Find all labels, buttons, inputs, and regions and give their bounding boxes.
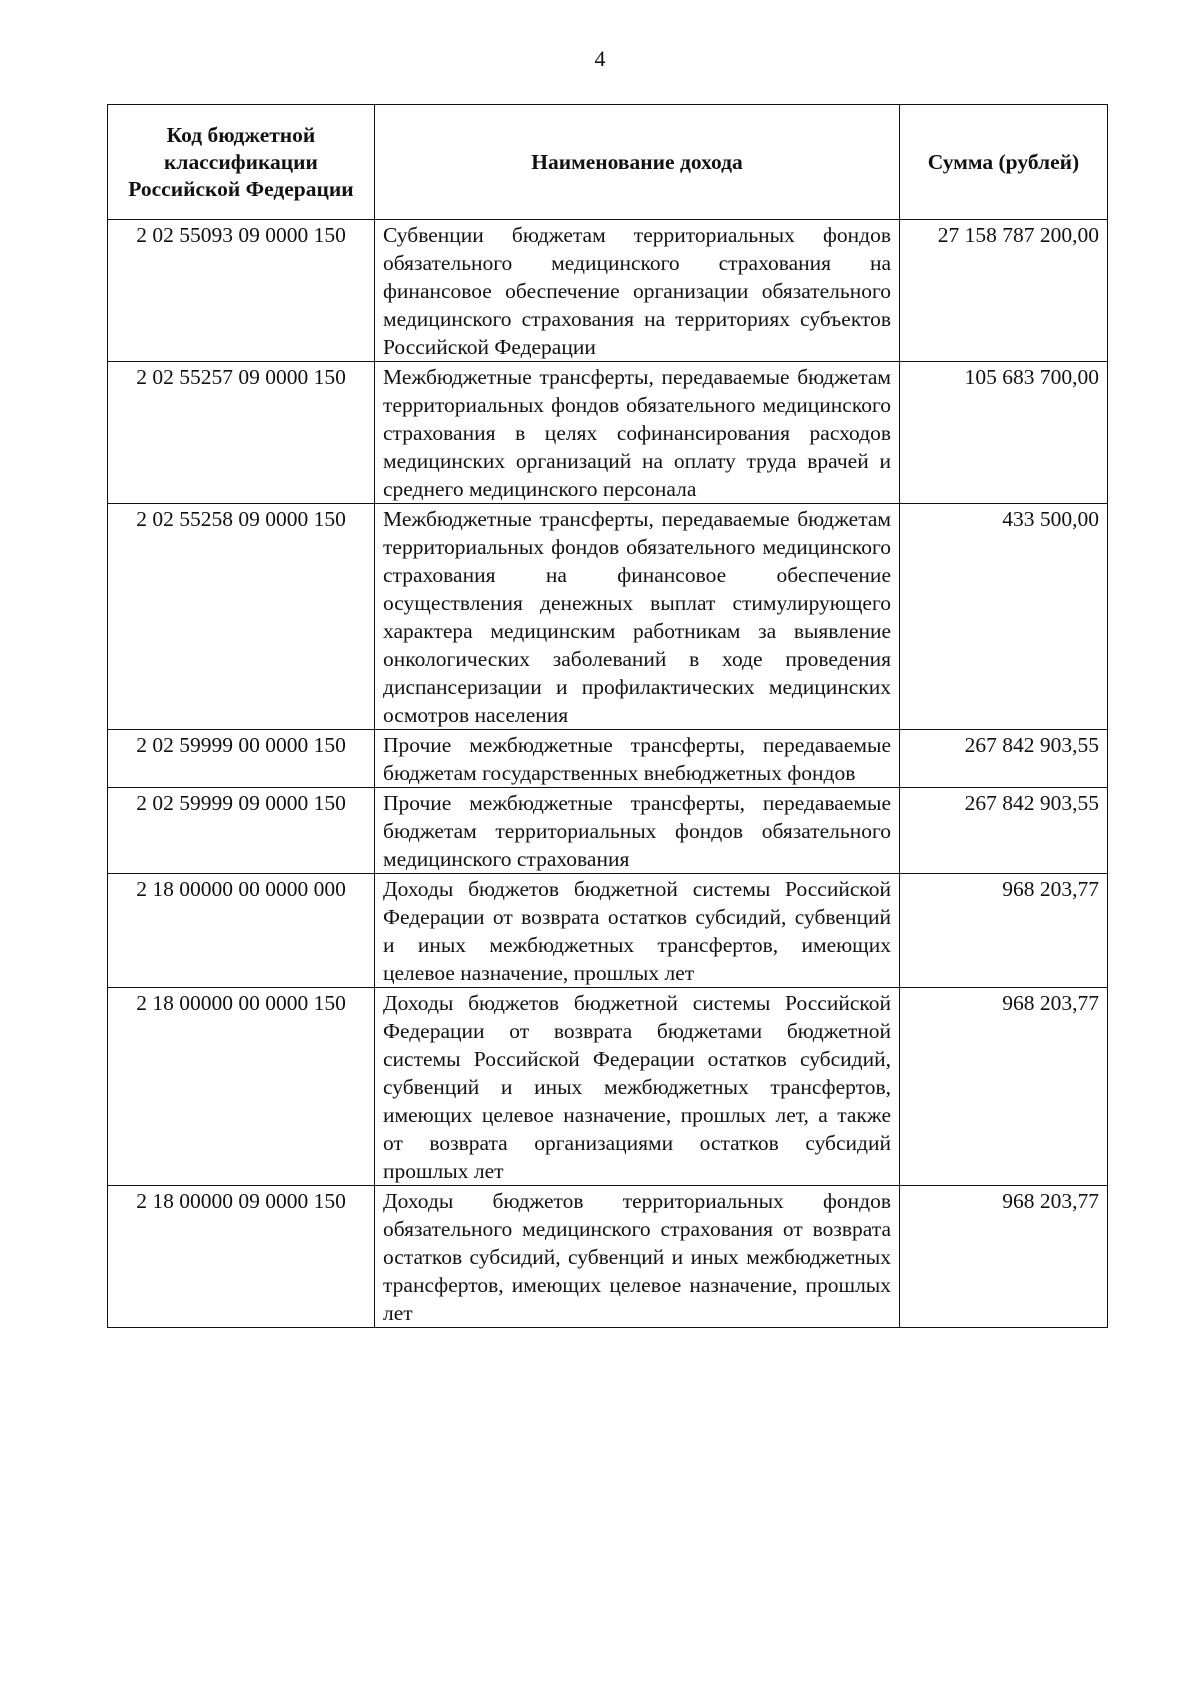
income-name-cell: Межбюджетные трансферты, передаваемые бюджетам территориальных фондов обязательного медицинского страхования в целях софинансирования расходов медицинских организаций на оплату труда врачей и среднего медицинского персонала — [375, 362, 900, 504]
income-name-cell: Доходы бюджетов территориальных фондов обязательного медицинского страхования от возврата остатков субсидий, субвенций и иных межбюджетных трансфертов, имеющих целевое назначение, прошлых лет — [375, 1186, 900, 1328]
amount-cell: 105 683 700,00 — [900, 362, 1108, 504]
table-row — [108, 874, 1108, 988]
budget-code-cell: 2 18 00000 09 0000 150 — [108, 1186, 375, 1328]
income-table — [107, 104, 1108, 1328]
page-number: 4 — [594, 46, 606, 71]
income-name-cell: Доходы бюджетов бюджетной системы Российской Федерации от возврата остатков субсидий, субвенций и иных межбюджетных трансфертов, имеющих целевое назначение, прошлых лет — [375, 874, 900, 988]
header-name: Наименование дохода — [375, 105, 900, 220]
income-name-cell: Прочие межбюджетные трансферты, передаваемые бюджетам государственных внебюджетных фондов — [375, 730, 900, 788]
table-header-row — [108, 105, 1108, 220]
table-row — [108, 504, 1108, 730]
table-row — [108, 988, 1108, 1186]
table-row — [108, 220, 1108, 362]
table-row — [108, 362, 1108, 504]
table-row — [108, 730, 1108, 788]
budget-code-cell: 2 02 55093 09 0000 150 — [108, 220, 375, 362]
header-code: Код бюджетной классификации Российской Федерации — [108, 105, 375, 220]
table-row — [108, 788, 1108, 874]
income-name-cell: Субвенции бюджетам территориальных фондов обязательного медицинского страхования на финансовое обеспечение организации обязательного медицинского страхования на территориях субъектов Российской Федерации — [375, 220, 900, 362]
amount-cell: 267 842 903,55 — [900, 730, 1108, 788]
amount-cell: 968 203,77 — [900, 1186, 1108, 1328]
budget-code-cell: 2 02 59999 09 0000 150 — [108, 788, 375, 874]
amount-cell: 433 500,00 — [900, 504, 1108, 730]
budget-code-cell: 2 02 55258 09 0000 150 — [108, 504, 375, 730]
amount-cell: 267 842 903,55 — [900, 788, 1108, 874]
table-row — [108, 1186, 1108, 1328]
budget-code-cell: 2 18 00000 00 0000 150 — [108, 988, 375, 1186]
budget-code-cell: 2 02 55257 09 0000 150 — [108, 362, 375, 504]
budget-code-cell: 2 02 59999 00 0000 150 — [108, 730, 375, 788]
amount-cell: 968 203,77 — [900, 988, 1108, 1186]
income-name-cell: Доходы бюджетов бюджетной системы Российской Федерации от возврата бюджетами бюджетной системы Российской Федерации остатков субсидий, субвенций и иных межбюджетных трансфертов, имеющих целевое назначение, прошлых лет, а также от возврата организациями остатков субсидий прошлых лет — [375, 988, 900, 1186]
header-sum: Сумма (рублей) — [900, 105, 1108, 220]
budget-code-cell: 2 18 00000 00 0000 000 — [108, 874, 375, 988]
amount-cell: 968 203,77 — [900, 874, 1108, 988]
amount-cell: 27 158 787 200,00 — [900, 220, 1108, 362]
income-name-cell: Межбюджетные трансферты, передаваемые бюджетам территориальных фондов обязательного медицинского страхования на финансовое обеспечение осуществления денежных выплат стимулирующего характера медицинским работникам за выявление онкологических заболеваний в ходе проведения диспансеризации и профилактических медицинских осмотров населения — [375, 504, 900, 730]
income-name-cell: Прочие межбюджетные трансферты, передаваемые бюджетам территориальных фондов обязательного медицинского страхования — [375, 788, 900, 874]
